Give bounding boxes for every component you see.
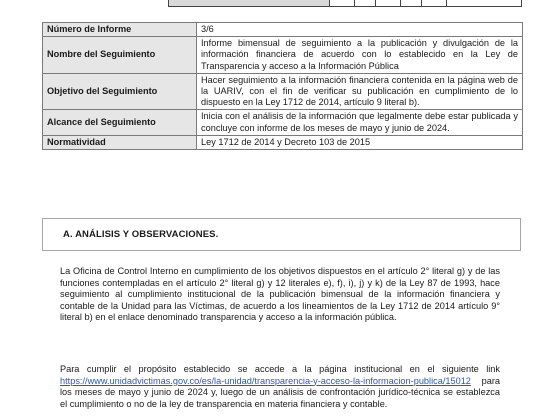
table-row bbox=[43, 73, 523, 110]
row-value: 3/6 bbox=[197, 23, 523, 37]
row-value: Ley 1712 de 2014 y Decreto 103 de 2015 bbox=[197, 135, 523, 149]
table-row bbox=[43, 37, 523, 74]
paragraph-text: Para cumplir el propósito establecido se accede a la página institucional en el siguiente link bbox=[60, 364, 500, 374]
body-paragraph-2 bbox=[60, 364, 500, 410]
row-value: Inicia con el análisis de la información que legalmente debe estar publicada y concluye con informe de los meses de mayo y junio de 2024. bbox=[197, 110, 523, 135]
row-key: Alcance del Seguimiento bbox=[43, 110, 197, 135]
row-value: Informe bimensual de seguimiento a la publicación y divulgación de la información financiera de acuerdo con lo establecido en la Ley de Transparencia y acceso a la Información Pública bbox=[197, 37, 523, 74]
emission-date-label bbox=[169, 0, 330, 6]
table-row bbox=[43, 110, 523, 135]
section-title: A. ANÁLISIS Y OBSERVACIONES. bbox=[63, 229, 219, 240]
table-row bbox=[43, 23, 523, 37]
row-key: Número de Informe bbox=[43, 23, 197, 37]
row-value: Hacer seguimiento a la información financiera contenida en la página web de la UARIV, con el fin de verificar su publicación en cumplimiento de lo dispuesto en la Ley 1712 de 2014, artículo 9 literal b). bbox=[197, 73, 523, 110]
day-value bbox=[355, 0, 376, 6]
row-key: Objetivo del Seguimiento bbox=[43, 73, 197, 110]
year-label bbox=[422, 0, 447, 6]
month-label bbox=[376, 0, 401, 6]
report-info-table bbox=[42, 22, 523, 150]
year-value bbox=[447, 0, 521, 6]
transparency-link[interactable]: https://www.unidadvictimas.gov.co/es/la-unidad/transparencia-y-acceso-la-informacion-publica/15012 bbox=[60, 375, 471, 386]
row-key: Normatividad bbox=[43, 135, 197, 149]
emission-date-strip bbox=[168, 0, 522, 7]
body-paragraph-1: La Oficina de Control Interno en cumplimiento de los objetivos dispuestos en el artículo 2° literal g) y de las funciones contempladas en el artículo 2° literal g) y 12 literales e), f), i), j) y k) de la Ley 87 de 1993, hace seguimiento al cumplimiento institucional de la publicación bimensual de la información financiera y contable de la Unidad para las Víctimas, de acuerdo a los lineamientos de la Ley 1712 de 2014 artículo 9° literal b) en el enlace denominado transparencia y acceso a la información pública. bbox=[60, 266, 500, 323]
section-header-box bbox=[42, 218, 521, 251]
paragraph-text: para los meses de mayo y junio de 2024 y, luego de un análisis de confrontación jurídico-técnica se establezca el cumplimiento o no de la ley de transparencia en materia financiera y contable. bbox=[60, 375, 500, 409]
table-row bbox=[43, 135, 523, 149]
row-key: Nombre del Seguimiento bbox=[43, 37, 197, 74]
month-value bbox=[401, 0, 422, 6]
day-label bbox=[330, 0, 355, 6]
